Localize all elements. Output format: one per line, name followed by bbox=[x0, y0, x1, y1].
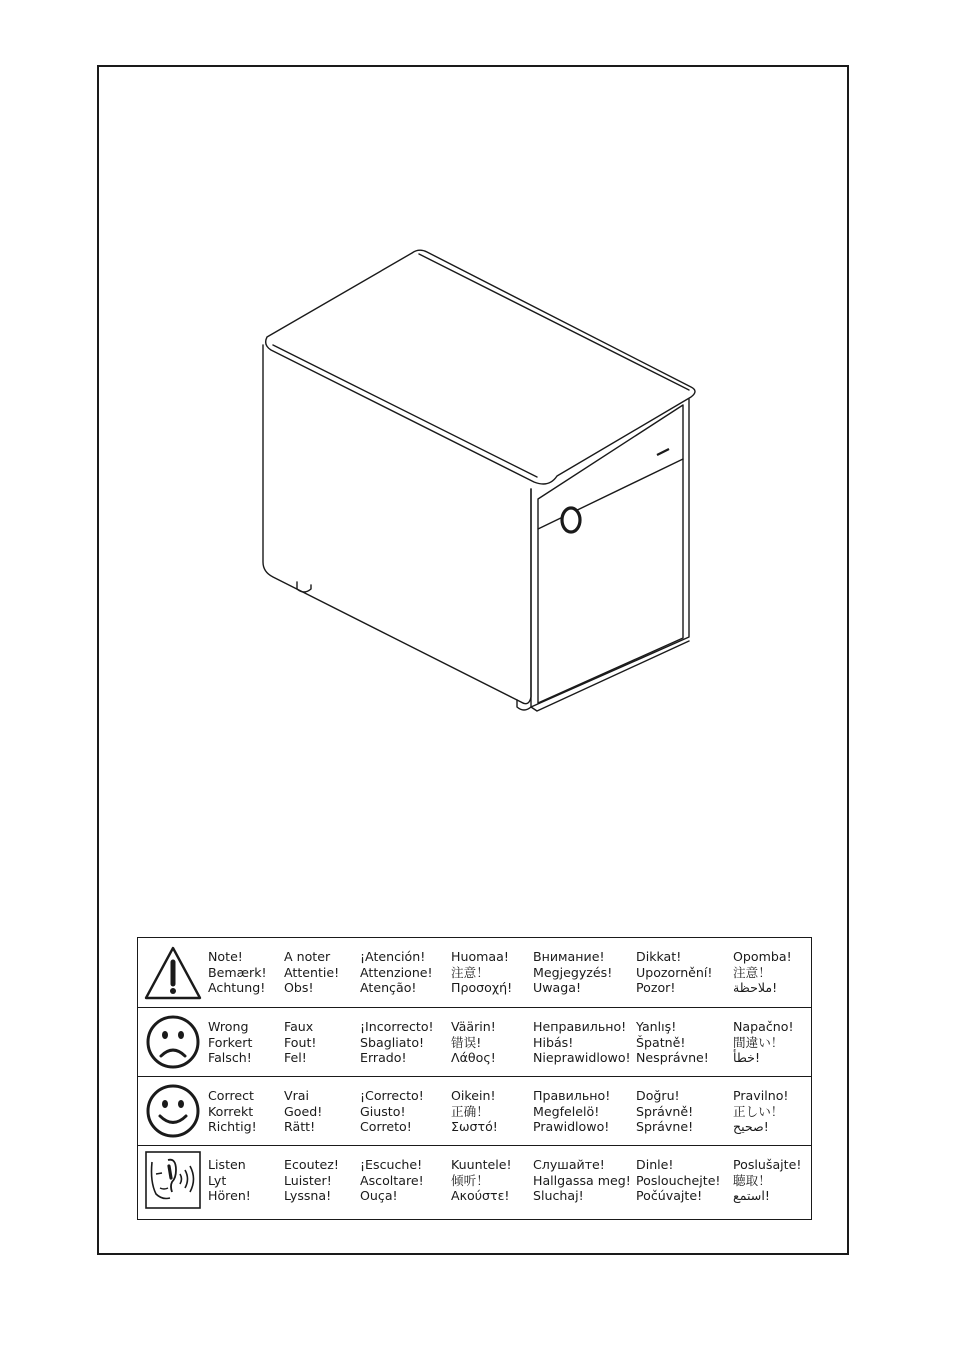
legend-col-ru-hu-pl bbox=[533, 1088, 610, 1135]
cabinet-drawing bbox=[249, 237, 709, 757]
legend-text: 聴取！ bbox=[733, 1172, 771, 1188]
legend-text: ملاحظة! bbox=[733, 980, 778, 996]
legend-text: Ascoltare! bbox=[360, 1172, 424, 1188]
legend-col-tr-cs-sk bbox=[636, 1019, 709, 1066]
legend-text: Upozornění! bbox=[636, 964, 713, 980]
legend-text: Goed! bbox=[284, 1103, 323, 1119]
legend-text: Lyssna! bbox=[284, 1188, 332, 1204]
legend-text: Vrai bbox=[284, 1088, 310, 1103]
legend-text: 注意！ bbox=[451, 964, 489, 980]
legend-text: Nesprávne! bbox=[636, 1050, 709, 1066]
legend-text: Pravilno! bbox=[733, 1088, 789, 1103]
legend-text: Opomba! bbox=[733, 949, 792, 964]
legend-text: Achtung! bbox=[208, 980, 266, 996]
legend-text: Richtig! bbox=[208, 1119, 257, 1135]
legend-text: Внимание! bbox=[533, 949, 605, 964]
legend-text: Dikkat! bbox=[636, 949, 682, 964]
legend-text: ¡Atención! bbox=[360, 949, 426, 964]
cabinet-illustration bbox=[249, 237, 709, 757]
legend-text: Uwaga! bbox=[533, 980, 581, 996]
legend-col-ru-hu-pl bbox=[533, 1019, 631, 1066]
legend-row-note bbox=[138, 938, 811, 1006]
legend-row-correct bbox=[138, 1076, 811, 1145]
legend-col-en-da-de bbox=[208, 1157, 251, 1204]
warning-legend-table bbox=[137, 937, 812, 1220]
page-frame bbox=[97, 65, 849, 1255]
legend-text: 错误! bbox=[451, 1034, 482, 1050]
legend-col-fr-nl-sv bbox=[284, 1019, 316, 1066]
legend-text: Σωστό! bbox=[451, 1119, 498, 1135]
warning-triangle-icon bbox=[142, 940, 204, 1004]
legend-text: 正确！ bbox=[451, 1103, 489, 1119]
legend-text: Luister! bbox=[284, 1172, 332, 1188]
legend-text: Poslušajte! bbox=[733, 1157, 802, 1172]
legend-text: Väärin! bbox=[451, 1019, 496, 1034]
legend-text: 正しい！ bbox=[733, 1103, 784, 1119]
happy-face-icon bbox=[142, 1079, 204, 1143]
legend-text: 注意！ bbox=[733, 964, 771, 980]
legend-row-wrong bbox=[138, 1007, 811, 1076]
legend-text: Προσοχή! bbox=[451, 980, 513, 996]
legend-text: Errado! bbox=[360, 1050, 407, 1066]
legend-row-listen bbox=[138, 1145, 811, 1214]
legend-text: Bemærk! bbox=[208, 964, 267, 980]
legend-text: Kuuntele! bbox=[451, 1157, 512, 1172]
legend-text: Hibás! bbox=[533, 1034, 574, 1050]
legend-text: Napačno! bbox=[733, 1019, 794, 1034]
legend-col-tr-cs-sk bbox=[636, 1088, 693, 1135]
legend-col-ru-hu-pl bbox=[533, 949, 612, 996]
legend-col-sl-ja-ar bbox=[733, 1019, 794, 1066]
legend-col-ru-hu-pl bbox=[533, 1157, 631, 1204]
legend-text: خطأ! bbox=[733, 1050, 761, 1066]
legend-col-fi-zh-el bbox=[451, 1019, 496, 1066]
legend-text: Rätt! bbox=[284, 1119, 316, 1135]
legend-text: Doğru! bbox=[636, 1088, 680, 1103]
legend-text: Ouça! bbox=[360, 1188, 398, 1204]
legend-text: Fout! bbox=[284, 1034, 317, 1050]
legend-text: Правильно! bbox=[533, 1088, 611, 1103]
legend-text: استمع! bbox=[733, 1188, 770, 1204]
legend-col-es-it-pt bbox=[360, 1019, 434, 1066]
legend-text: Pozor! bbox=[636, 980, 676, 996]
legend-col-en-da-de bbox=[208, 1019, 252, 1066]
legend-text: Correto! bbox=[360, 1119, 412, 1135]
legend-col-fr-nl-sv bbox=[284, 1088, 322, 1135]
legend-text: Слушайте! bbox=[533, 1157, 605, 1172]
legend-col-fi-zh-el bbox=[451, 1157, 512, 1204]
legend-text: Неправильно! bbox=[533, 1019, 627, 1034]
legend-text: Attenzione! bbox=[360, 964, 433, 980]
legend-text: Dinle! bbox=[636, 1157, 674, 1172]
legend-text: Počúvajte! bbox=[636, 1188, 703, 1204]
legend-text: Megfelelö! bbox=[533, 1103, 600, 1119]
legend-text: Sluchaj! bbox=[533, 1188, 584, 1204]
legend-text: Yanlış! bbox=[636, 1019, 677, 1034]
legend-col-fr-nl-sv bbox=[284, 1157, 339, 1204]
legend-col-tr-cs-sk bbox=[636, 949, 712, 996]
legend-text: Atenção! bbox=[360, 980, 417, 996]
legend-col-en-da-de bbox=[208, 949, 267, 996]
legend-text: Nieprawidlowo! bbox=[533, 1050, 631, 1066]
legend-col-es-it-pt bbox=[360, 1088, 424, 1135]
legend-text: صحيح! bbox=[733, 1119, 769, 1135]
legend-text: Wrong bbox=[208, 1019, 249, 1034]
legend-text: Správně! bbox=[636, 1103, 694, 1119]
legend-text: Špatně! bbox=[636, 1034, 686, 1050]
legend-text: ¡Escuche! bbox=[360, 1157, 423, 1172]
legend-text: Note! bbox=[208, 949, 243, 964]
legend-text: Faux bbox=[284, 1019, 314, 1034]
legend-text: A noter bbox=[284, 949, 331, 964]
legend-text: Attentie! bbox=[284, 964, 340, 980]
legend-text: Falsch! bbox=[208, 1050, 252, 1066]
legend-text: Oikein! bbox=[451, 1088, 496, 1103]
legend-text: Fel! bbox=[284, 1050, 307, 1066]
legend-col-fi-zh-el bbox=[451, 1088, 498, 1135]
legend-text: Λάθος! bbox=[451, 1050, 496, 1066]
legend-col-sl-ja-ar bbox=[733, 949, 792, 996]
legend-text: Listen bbox=[208, 1157, 246, 1172]
legend-text: Ακούστε! bbox=[451, 1188, 510, 1204]
legend-text: 倾听！ bbox=[451, 1172, 489, 1188]
legend-text: Giusto! bbox=[360, 1103, 406, 1119]
legend-text: Korrekt bbox=[208, 1103, 254, 1119]
legend-col-en-da-de bbox=[208, 1088, 257, 1135]
legend-text: ¡Incorrecto! bbox=[360, 1019, 434, 1034]
legend-text: Forkert bbox=[208, 1034, 253, 1050]
legend-text: Poslouchejte! bbox=[636, 1172, 721, 1188]
legend-col-es-it-pt bbox=[360, 1157, 424, 1204]
legend-text: Correct bbox=[208, 1088, 254, 1103]
legend-text: 間違い！ bbox=[733, 1034, 784, 1050]
legend-col-tr-cs-sk bbox=[636, 1157, 721, 1204]
legend-text: ¡Correcto! bbox=[360, 1088, 424, 1103]
sad-face-icon bbox=[142, 1010, 204, 1074]
legend-col-fr-nl-sv bbox=[284, 949, 339, 996]
legend-text: Megjegyzés! bbox=[533, 964, 613, 980]
legend-text: Hören! bbox=[208, 1188, 251, 1204]
listening-person-icon bbox=[142, 1148, 204, 1212]
legend-text: Sbagliato! bbox=[360, 1034, 425, 1050]
legend-text: Lyt bbox=[208, 1172, 227, 1188]
legend-text: Obs! bbox=[284, 980, 314, 996]
legend-col-es-it-pt bbox=[360, 949, 433, 996]
legend-col-fi-zh-el bbox=[451, 949, 512, 996]
legend-text: Správne! bbox=[636, 1119, 694, 1135]
legend-col-sl-ja-ar bbox=[733, 1157, 801, 1204]
legend-col-sl-ja-ar bbox=[733, 1088, 788, 1135]
legend-text: Prawidlowo! bbox=[533, 1119, 610, 1135]
legend-text: Hallgassa meg! bbox=[533, 1172, 631, 1188]
legend-text: Huomaa! bbox=[451, 949, 509, 964]
legend-text: Ecoutez! bbox=[284, 1157, 339, 1172]
